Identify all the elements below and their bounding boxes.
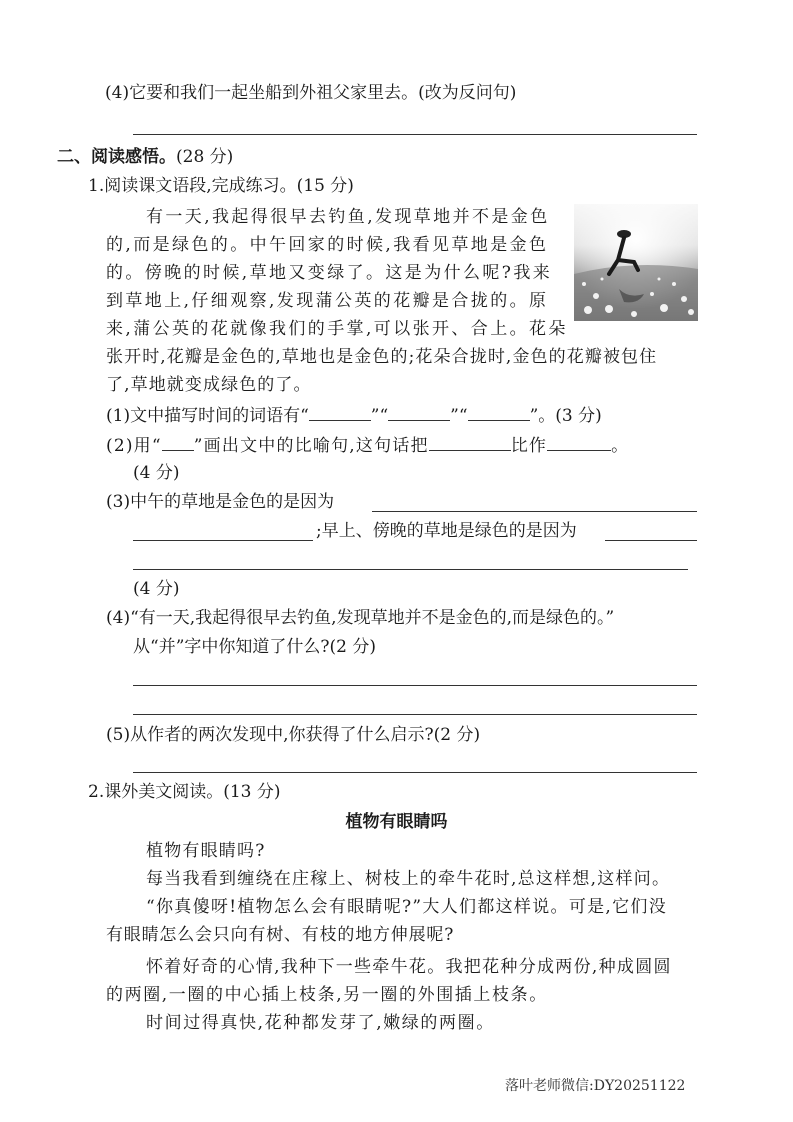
part1-heading: 1.阅读课文语段,完成练习。(15 分) [88, 176, 354, 196]
section-heading-title: 二、阅读感悟。 [57, 147, 176, 167]
question-3-score: (4 分) [133, 579, 180, 599]
question-4-line2: 从“并”字中你知道了什么?(2 分) [133, 637, 376, 657]
section-score: (28 分) [176, 147, 234, 167]
answer-line[interactable] [133, 714, 697, 715]
question-3-line2: ;早上、傍晚的草地是绿色的是因为 [316, 521, 577, 541]
question-2-suffix: 。 [611, 436, 630, 456]
question-1-suffix: ”。(3 分) [529, 406, 602, 426]
running-girl-image [574, 204, 698, 321]
question-rewrite-rhetorical: (4)它要和我们一起坐船到外祖父家里去。(改为反问句) [105, 83, 517, 103]
blank-metaphor-subject[interactable] [429, 434, 511, 451]
passage-line: 到草地上,仔细观察,发现蒲公英的花瓣是合拢的。原 [106, 291, 549, 311]
dandelion-field-illustration [574, 204, 698, 321]
answer-line-noon-cont[interactable] [133, 540, 313, 541]
question-1-prefix: (1)文中描写时间的词语有“ [106, 406, 309, 426]
question-2-prefix: (2)用“ [106, 436, 162, 456]
question-5: (5)从作者的两次发现中,你获得了什么启示?(2 分) [106, 725, 481, 745]
article-line: 的两圈,一圈的中心插上枝条,另一圈的外围插上枝条。 [106, 985, 548, 1005]
passage-line: 了,草地就变成绿色的了。 [106, 375, 312, 395]
answer-line-noon[interactable] [372, 511, 697, 512]
passage-line: 的。傍晚的时候,草地又变绿了。这是为什么呢?我来 [106, 263, 553, 283]
blank-time-word-1[interactable] [309, 404, 371, 421]
question-1 [106, 404, 602, 427]
footer-watermark: 落叶老师微信:DY20251122 [505, 1078, 686, 1094]
article-line: 有眼睛怎么会只向有树、有枝的地方伸展呢? [106, 925, 455, 945]
article-line: 时间过得真快,花种都发芽了,嫩绿的两圈。 [146, 1013, 495, 1033]
answer-line[interactable] [133, 772, 697, 773]
answer-line-morning-cont[interactable] [133, 569, 688, 570]
question-2-mid: ”画出文中的比喻句,这句话把 [193, 436, 429, 456]
passage-line: 张开时,花瓣是金色的,草地也是金色的;花朵合拢时,金色的花瓣被包住 [106, 347, 658, 367]
passage-line: 的,而是绿色的。中午回家的时候,我看见草地是金色 [106, 235, 549, 255]
question-2-score: (4 分) [133, 463, 180, 483]
quote-sep: ”“ [370, 406, 389, 426]
blank-time-word-3[interactable] [468, 404, 530, 421]
article-line: “你真傻呀!植物怎么会有眼睛呢?”大人们都这样说。可是,它们没 [146, 897, 668, 917]
passage-line: 有一天,我起得很早去钓鱼,发现草地并不是金色 [146, 207, 550, 227]
question-2-mid2: 比作 [510, 436, 548, 456]
section-heading [57, 146, 233, 168]
part2-heading: 2.课外美文阅读。(13 分) [88, 782, 281, 802]
blank-underline-mark [162, 434, 194, 451]
question-3-line1: (3)中午的草地是金色的是因为 [106, 492, 335, 512]
article-line: 怀着好奇的心情,我种下一些牵牛花。我把花种分成两份,种成圆圆 [146, 957, 672, 977]
quote-sep: ”“ [450, 406, 468, 426]
article-line: 每当我看到缠绕在庄稼上、树枝上的牵牛花时,总这样想,这样问。 [146, 869, 671, 889]
answer-line[interactable] [133, 134, 697, 135]
passage-line: 来,蒲公英的花就像我们的手掌,可以张开、合上。花朵 [106, 319, 568, 339]
article-line: 植物有眼睛吗? [146, 841, 266, 861]
answer-line[interactable] [133, 685, 697, 686]
question-2 [106, 434, 629, 457]
answer-line-morning[interactable] [605, 540, 697, 541]
blank-metaphor-object[interactable] [547, 434, 611, 451]
article-title: 植物有眼睛吗 [345, 812, 448, 832]
blank-time-word-2[interactable] [388, 404, 450, 421]
question-4-line1: (4)“有一天,我起得很早去钓鱼,发现草地并不是金色的,而是绿色的。” [106, 608, 615, 628]
